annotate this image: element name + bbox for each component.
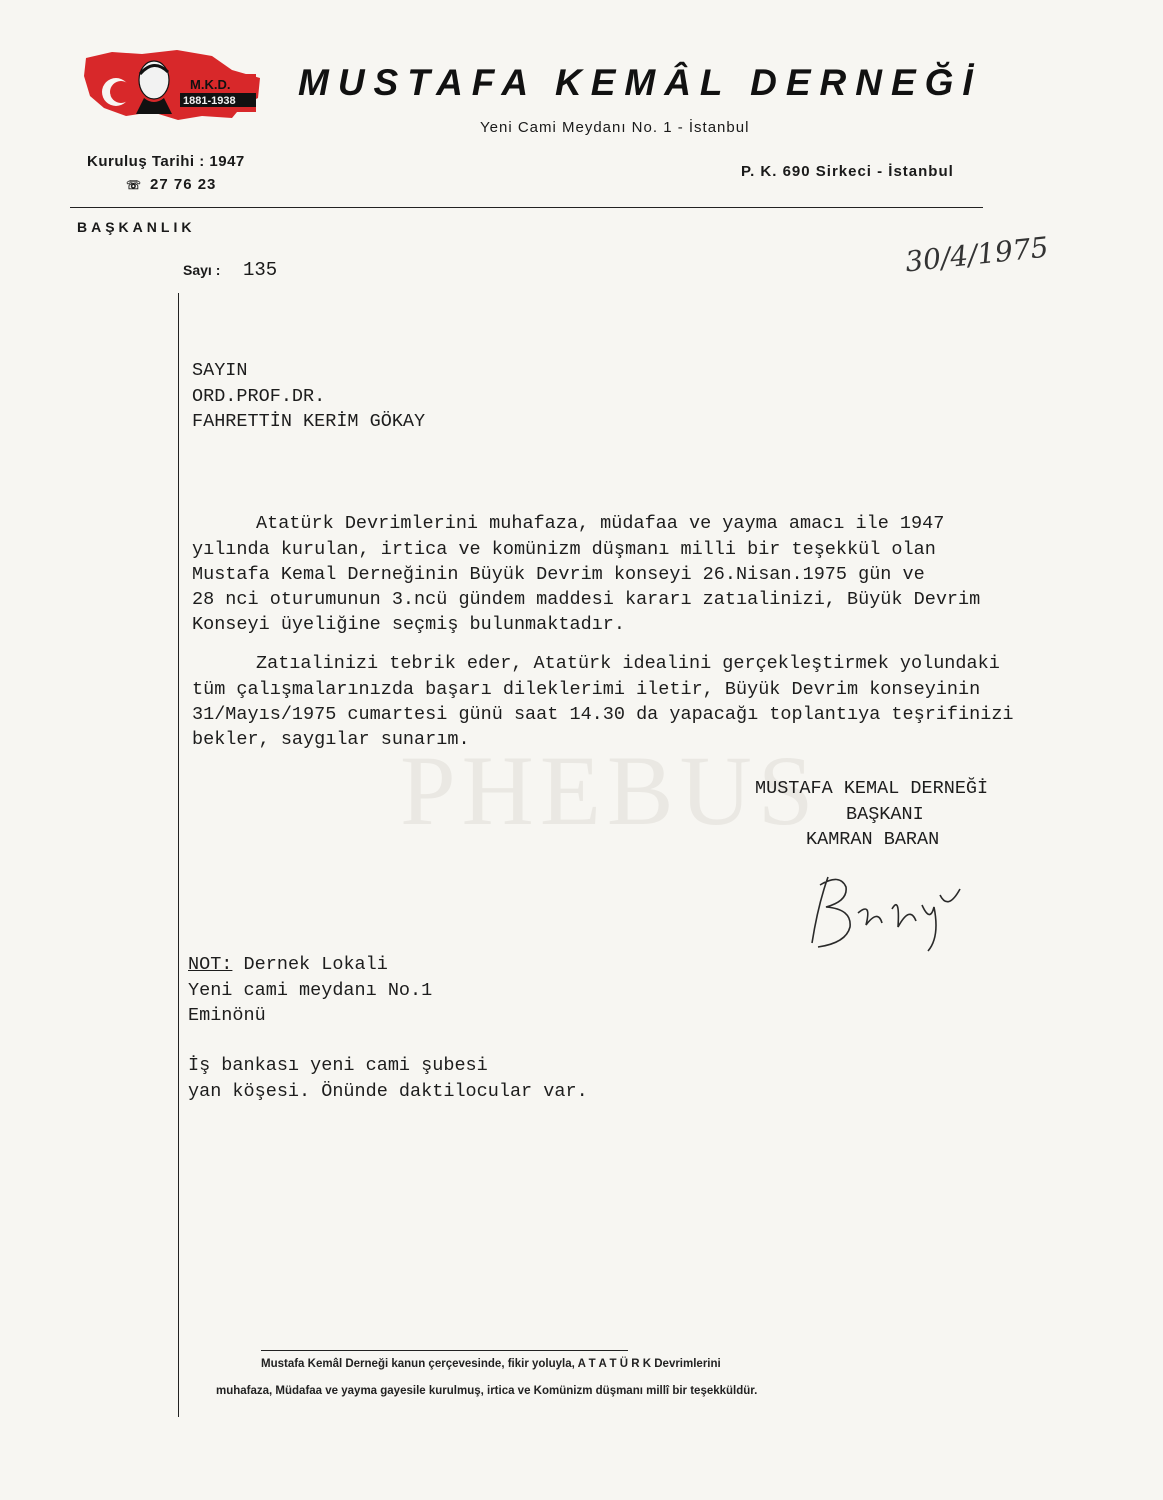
signature-line: MUSTAFA KEMAL DERNEĞİ	[755, 778, 989, 799]
logo-text-years: 1881-1938	[183, 95, 236, 107]
po-box: P. K. 690 Sirkeci - İstanbul	[741, 163, 954, 180]
handwritten-date: 30/4/1975	[903, 230, 1050, 279]
recipient-line: ORD.PROF.DR.	[192, 386, 326, 407]
body-line: Zatıalinizi tebrik eder, Atatürk idealini gerçekleştirmek yolundaki	[256, 653, 1000, 674]
footer-divider	[261, 1350, 628, 1351]
signature-line: KAMRAN BARAN	[806, 829, 940, 850]
mkd-logo	[82, 46, 264, 124]
body-line: tüm çalışmalarınızda başarı dileklerimi iletir, Büyük Devrim konseyinin	[192, 679, 981, 700]
handwritten-signature	[800, 865, 970, 955]
founded-date: Kuruluş Tarihi : 1947	[87, 153, 245, 170]
phone-number: 27 76 23	[150, 176, 217, 193]
margin-rule	[178, 293, 179, 1417]
footer-line: muhafaza, Müdafaa ve yayma gayesile kurulmuş, irtica ve Komünizm düşmanı millî bir teşekküldür.	[216, 1385, 758, 1397]
telephone-icon: ☏	[126, 178, 143, 192]
body-line: bekler, saygılar sunarım.	[192, 729, 470, 750]
body-line: yılında kurulan, irtica ve komünizm düşmanı milli bir teşekkül olan	[192, 539, 936, 560]
note-line: yan köşesi. Önünde daktilocular var.	[188, 1081, 588, 1102]
note-line: Yeni cami meydanı No.1	[188, 980, 433, 1001]
recipient-line: FAHRETTİN KERİM GÖKAY	[192, 411, 426, 432]
note-text: Dernek Lokali	[243, 954, 388, 975]
organization-name: MUSTAFA KEMÂL DERNEĞİ	[298, 62, 982, 103]
phone-row	[126, 176, 216, 193]
logo-text-mkd: M.K.D.	[190, 77, 231, 92]
reference-number: 135	[243, 259, 278, 281]
body-line: Mustafa Kemal Derneğinin Büyük Devrim konseyi 26.Nisan.1975 gün ve	[192, 564, 925, 585]
body-line: 28 nci oturumunun 3.ncü gündem maddesi kararı zatıalinizi, Büyük Devrim	[192, 589, 981, 610]
note-line: İş bankası yeni cami şubesi	[188, 1055, 488, 1076]
header-divider	[70, 207, 983, 208]
note-first-line	[188, 954, 388, 975]
body-line: Konseyi üyeliğine seçmiş bulunmaktadır.	[192, 614, 625, 635]
watermark: PHEBUS	[400, 735, 820, 846]
address-line: Yeni Cami Meydanı No. 1 - İstanbul	[480, 119, 750, 136]
body-line: 31/Mayıs/1975 cumartesi günü saat 14.30 da yapacağı toplantıya teşrifinizi	[192, 704, 1014, 725]
reference-label: Sayı :	[183, 262, 221, 278]
note-label: NOT:	[188, 954, 233, 975]
body-line: Atatürk Devrimlerini muhafaza, müdafaa ve yayma amacı ile 1947	[256, 513, 945, 534]
footer-line: Mustafa Kemâl Derneği kanun çerçevesinde, fikir yoluyla, A T A T Ü R K Devrimlerini	[261, 1358, 721, 1370]
note-line: Eminönü	[188, 1005, 266, 1026]
signature-line: BAŞKANI	[846, 804, 924, 825]
department-label: BAŞKANLIK	[77, 219, 196, 235]
recipient-line: SAYIN	[192, 360, 248, 381]
